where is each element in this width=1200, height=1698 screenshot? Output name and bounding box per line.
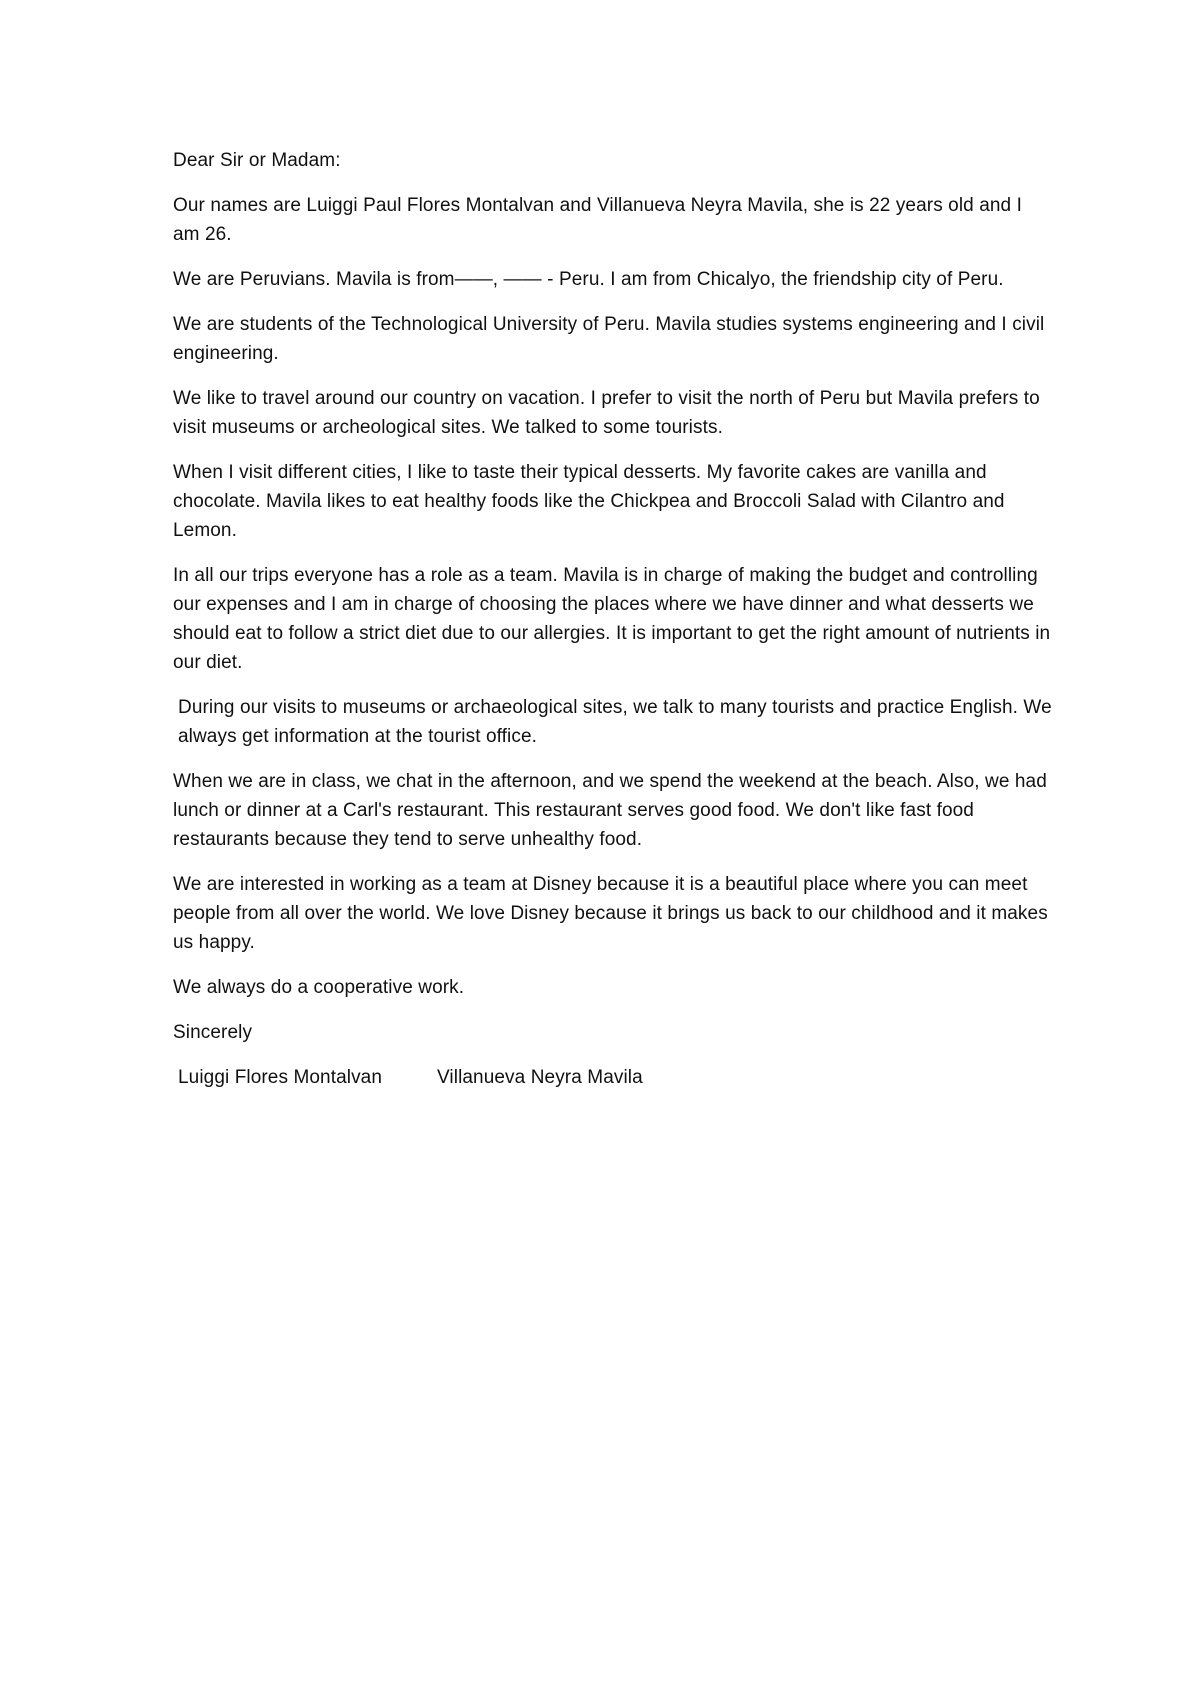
- closing: Sincerely: [173, 1022, 253, 1043]
- signature-mavila: Villanueva Neyra Mavila: [437, 1067, 643, 1088]
- letter-body: [173, 146, 1053, 1092]
- paragraph-7: During our visits to museums or archaeological sites, we talk to many tourists and practice English. We always get information at the tourist office.: [178, 697, 1052, 747]
- paragraph-2: We are Peruvians. Mavila is from——, —— - Peru. I am from Chicalyo, the friendship city of Peru.: [173, 269, 1004, 290]
- paragraph-1: Our names are Luiggi Paul Flores Montalvan and Villanueva Neyra Mavila, she is 22 years old and I am 26.: [173, 195, 1022, 245]
- paragraph-3: We are students of the Technological University of Peru. Mavila studies systems engineering and I civil engineering.: [173, 314, 1045, 364]
- paragraph-9: We are interested in working as a team at Disney because it is a beautiful place where you can meet people from all over the world. We love Disney because it brings us back to our childhood and it makes us happy.: [173, 874, 1048, 953]
- paragraph-6: In all our trips everyone has a role as a team. Mavila is in charge of making the budget and controlling our expenses and I am in charge of choosing the places where we have dinner and what desserts we should eat to follow a strict diet due to our allergies. It is important to get the right amount of nutrients in our diet.: [173, 565, 1051, 673]
- signature-luiggi: Luiggi Flores Montalvan: [178, 1067, 383, 1088]
- paragraph-5: When I visit different cities, I like to taste their typical desserts. My favorite cakes are vanilla and chocolate. Mavila likes to eat healthy foods like the Chickpea and Broccoli Salad with Cilantro and Lemon.: [173, 462, 1005, 541]
- salutation: Dear Sir or Madam:: [173, 150, 341, 171]
- paragraph-4: We like to travel around our country on vacation. I prefer to visit the north of Peru but Mavila prefers to visit museums or archeological sites. We talked to some tourists.: [173, 388, 1040, 438]
- signature-block: [173, 1063, 1053, 1092]
- paragraph-8: When we are in class, we chat in the afternoon, and we spend the weekend at the beach. Also, we had lunch or dinner at a Carl's restaurant. This restaurant serves good food. We don't like fast food restaurants because they tend to serve unhealthy food.: [173, 771, 1047, 850]
- paragraph-10: We always do a cooperative work.: [173, 977, 465, 998]
